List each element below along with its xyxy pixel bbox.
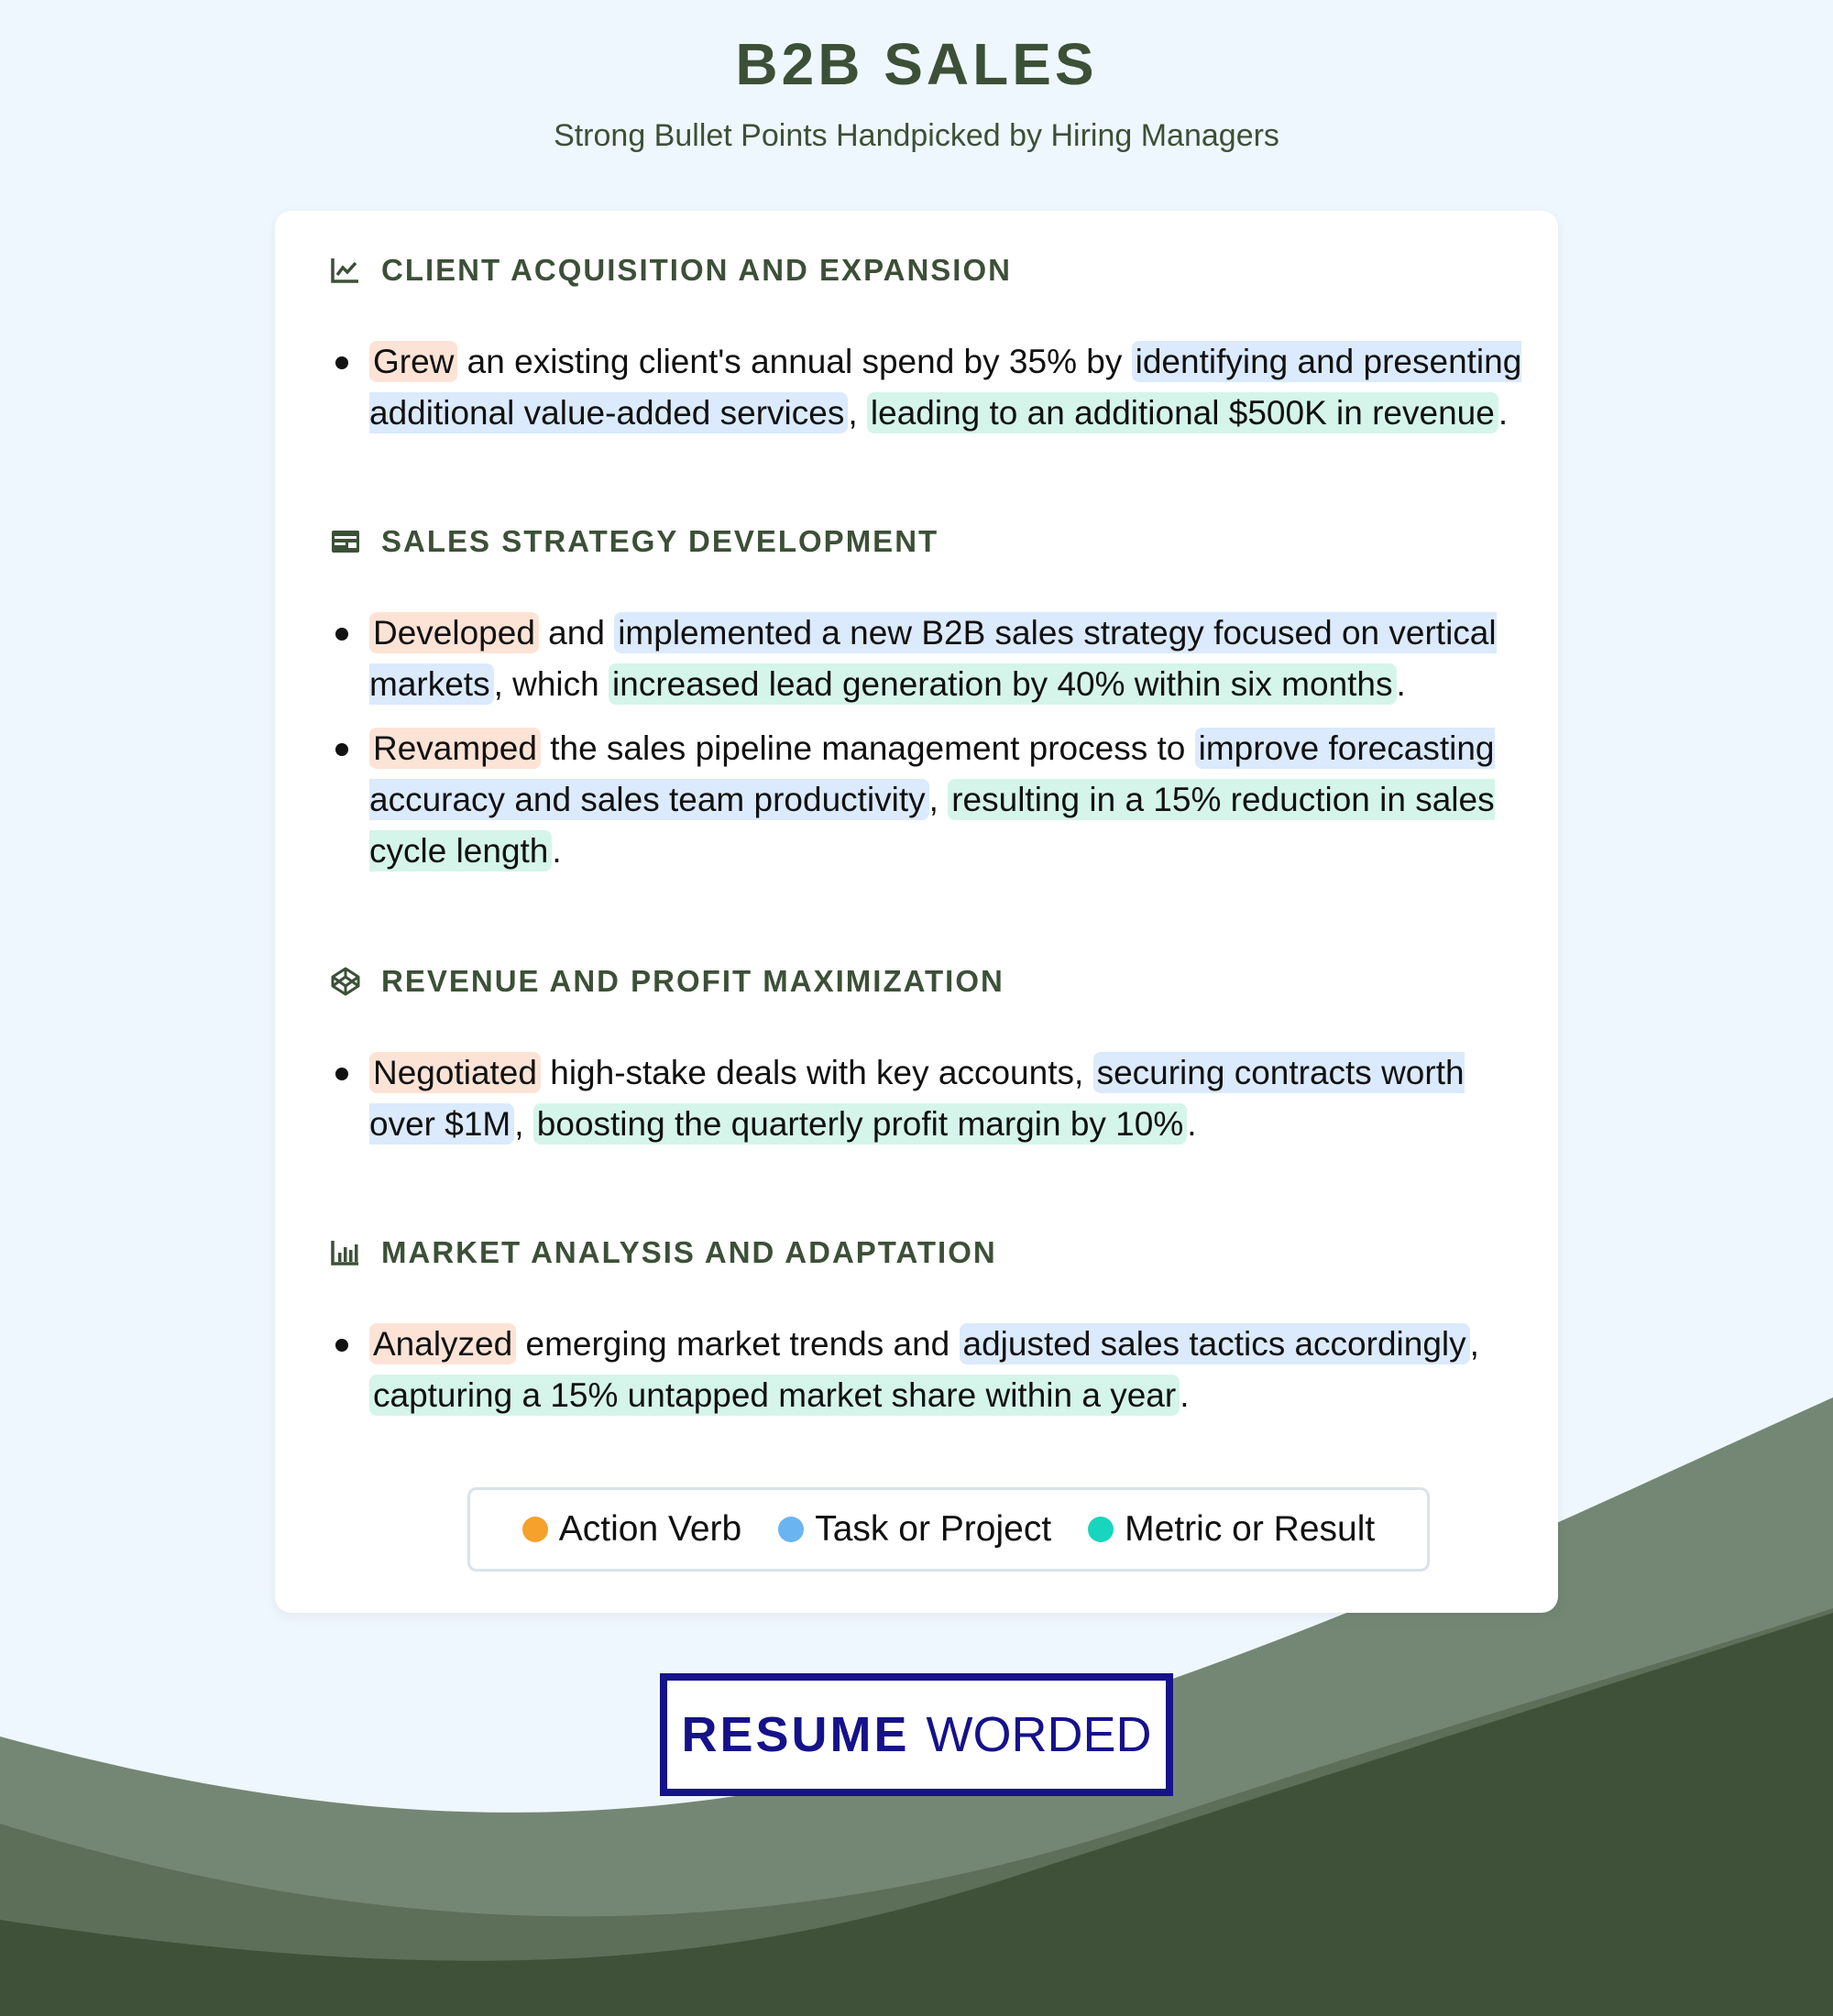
bullet-text bbox=[369, 723, 1536, 877]
metric-highlight: capturing a 15% untapped market share within a year bbox=[369, 1375, 1180, 1416]
logo-text-light: WORDED bbox=[926, 1707, 1152, 1762]
legend-label: Task or Project bbox=[815, 1509, 1052, 1549]
action-verb-highlight: Developed bbox=[369, 612, 539, 653]
bullet-dot bbox=[335, 628, 348, 641]
section-header bbox=[330, 963, 1004, 1000]
section-title: SALES STRATEGY DEVELOPMENT bbox=[381, 524, 939, 558]
resume-card bbox=[275, 211, 1558, 1613]
bullet-item bbox=[335, 723, 1536, 877]
bullet-item bbox=[335, 1047, 1536, 1150]
bullet-item bbox=[335, 608, 1536, 710]
bullet-dot bbox=[335, 1068, 348, 1080]
task-highlight: adjusted sales tactics accordingly bbox=[960, 1323, 1470, 1364]
bullet-text bbox=[369, 1319, 1536, 1421]
resume-worded-logo[interactable] bbox=[660, 1673, 1173, 1796]
bullet-text bbox=[369, 1047, 1536, 1150]
legend-label: Metric or Result bbox=[1125, 1509, 1376, 1549]
codepen-icon bbox=[330, 966, 361, 997]
plain-text: the sales pipeline management process to bbox=[540, 729, 1195, 767]
plain-text: an existing client's annual spend by 35% by bbox=[457, 343, 1132, 380]
plain-text: . bbox=[1187, 1105, 1197, 1143]
task-highlight: securing contracts worth over $1M bbox=[369, 1054, 1465, 1143]
blue-dot-icon bbox=[778, 1517, 804, 1542]
bullet-item bbox=[335, 1319, 1536, 1421]
highlight-legend bbox=[467, 1487, 1430, 1572]
action-verb-highlight: Grew bbox=[369, 341, 457, 382]
bullet-text bbox=[369, 608, 1536, 710]
plain-text: . bbox=[552, 832, 562, 870]
teal-dot-icon bbox=[1088, 1517, 1114, 1542]
bullet-dot bbox=[335, 1339, 348, 1352]
action-verb-highlight: Analyzed bbox=[369, 1323, 516, 1364]
plain-text: and bbox=[538, 614, 615, 652]
plain-text: , bbox=[1469, 1325, 1479, 1363]
section-title: REVENUE AND PROFIT MAXIMIZATION bbox=[381, 964, 1004, 998]
plain-text: , which bbox=[493, 665, 609, 703]
legend-item-action-verb bbox=[522, 1509, 741, 1550]
bar-chart-icon bbox=[330, 1237, 361, 1268]
task-highlight: implemented a new B2B sales strategy focused on vertical markets bbox=[369, 614, 1497, 703]
plain-text: , bbox=[514, 1105, 533, 1143]
bullet-text bbox=[369, 336, 1536, 439]
section-header bbox=[330, 252, 1012, 289]
plain-text: , bbox=[848, 394, 867, 432]
plain-text: . bbox=[1180, 1376, 1190, 1414]
bullet-item bbox=[335, 336, 1536, 439]
section-title: MARKET ANALYSIS AND ADAPTATION bbox=[381, 1235, 997, 1269]
line-chart-icon bbox=[330, 255, 361, 286]
plain-text: . bbox=[1396, 665, 1406, 703]
logo-text-bold: RESUME bbox=[681, 1707, 910, 1762]
task-highlight: identifying and presenting additional value-added services bbox=[369, 343, 1522, 432]
section-header bbox=[330, 1234, 997, 1271]
bullet-dot bbox=[335, 356, 348, 369]
action-verb-highlight: Revamped bbox=[369, 728, 541, 769]
plain-text: emerging market trends and bbox=[516, 1325, 960, 1363]
plain-text: high-stake deals with key accounts, bbox=[540, 1054, 1093, 1091]
plain-text: . bbox=[1498, 394, 1509, 432]
action-verb-highlight: Negotiated bbox=[369, 1052, 541, 1093]
section-header bbox=[330, 523, 938, 560]
plain-text: , bbox=[928, 781, 949, 818]
orange-dot-icon bbox=[522, 1517, 548, 1542]
legend-label: Action Verb bbox=[558, 1509, 742, 1549]
card-icon bbox=[330, 526, 361, 557]
page-subtitle: Strong Bullet Points Handpicked by Hiring Managers bbox=[554, 118, 1279, 153]
page-header bbox=[0, 27, 1833, 154]
legend-item-task bbox=[778, 1509, 1051, 1550]
section-title: CLIENT ACQUISITION AND EXPANSION bbox=[381, 253, 1012, 287]
task-highlight: improve forecasting accuracy and sales team productivity bbox=[369, 729, 1495, 818]
metric-highlight: increased lead generation by 40% within six months bbox=[609, 663, 1397, 705]
metric-highlight: resulting in a 15% reduction in sales cycle length bbox=[369, 781, 1495, 870]
page-title: B2B SALES bbox=[735, 31, 1098, 97]
metric-highlight: leading to an additional $500K in revenue bbox=[867, 392, 1498, 433]
legend-item-metric bbox=[1088, 1509, 1375, 1550]
bullet-dot bbox=[335, 743, 348, 756]
metric-highlight: boosting the quarterly profit margin by 10% bbox=[533, 1103, 1187, 1145]
